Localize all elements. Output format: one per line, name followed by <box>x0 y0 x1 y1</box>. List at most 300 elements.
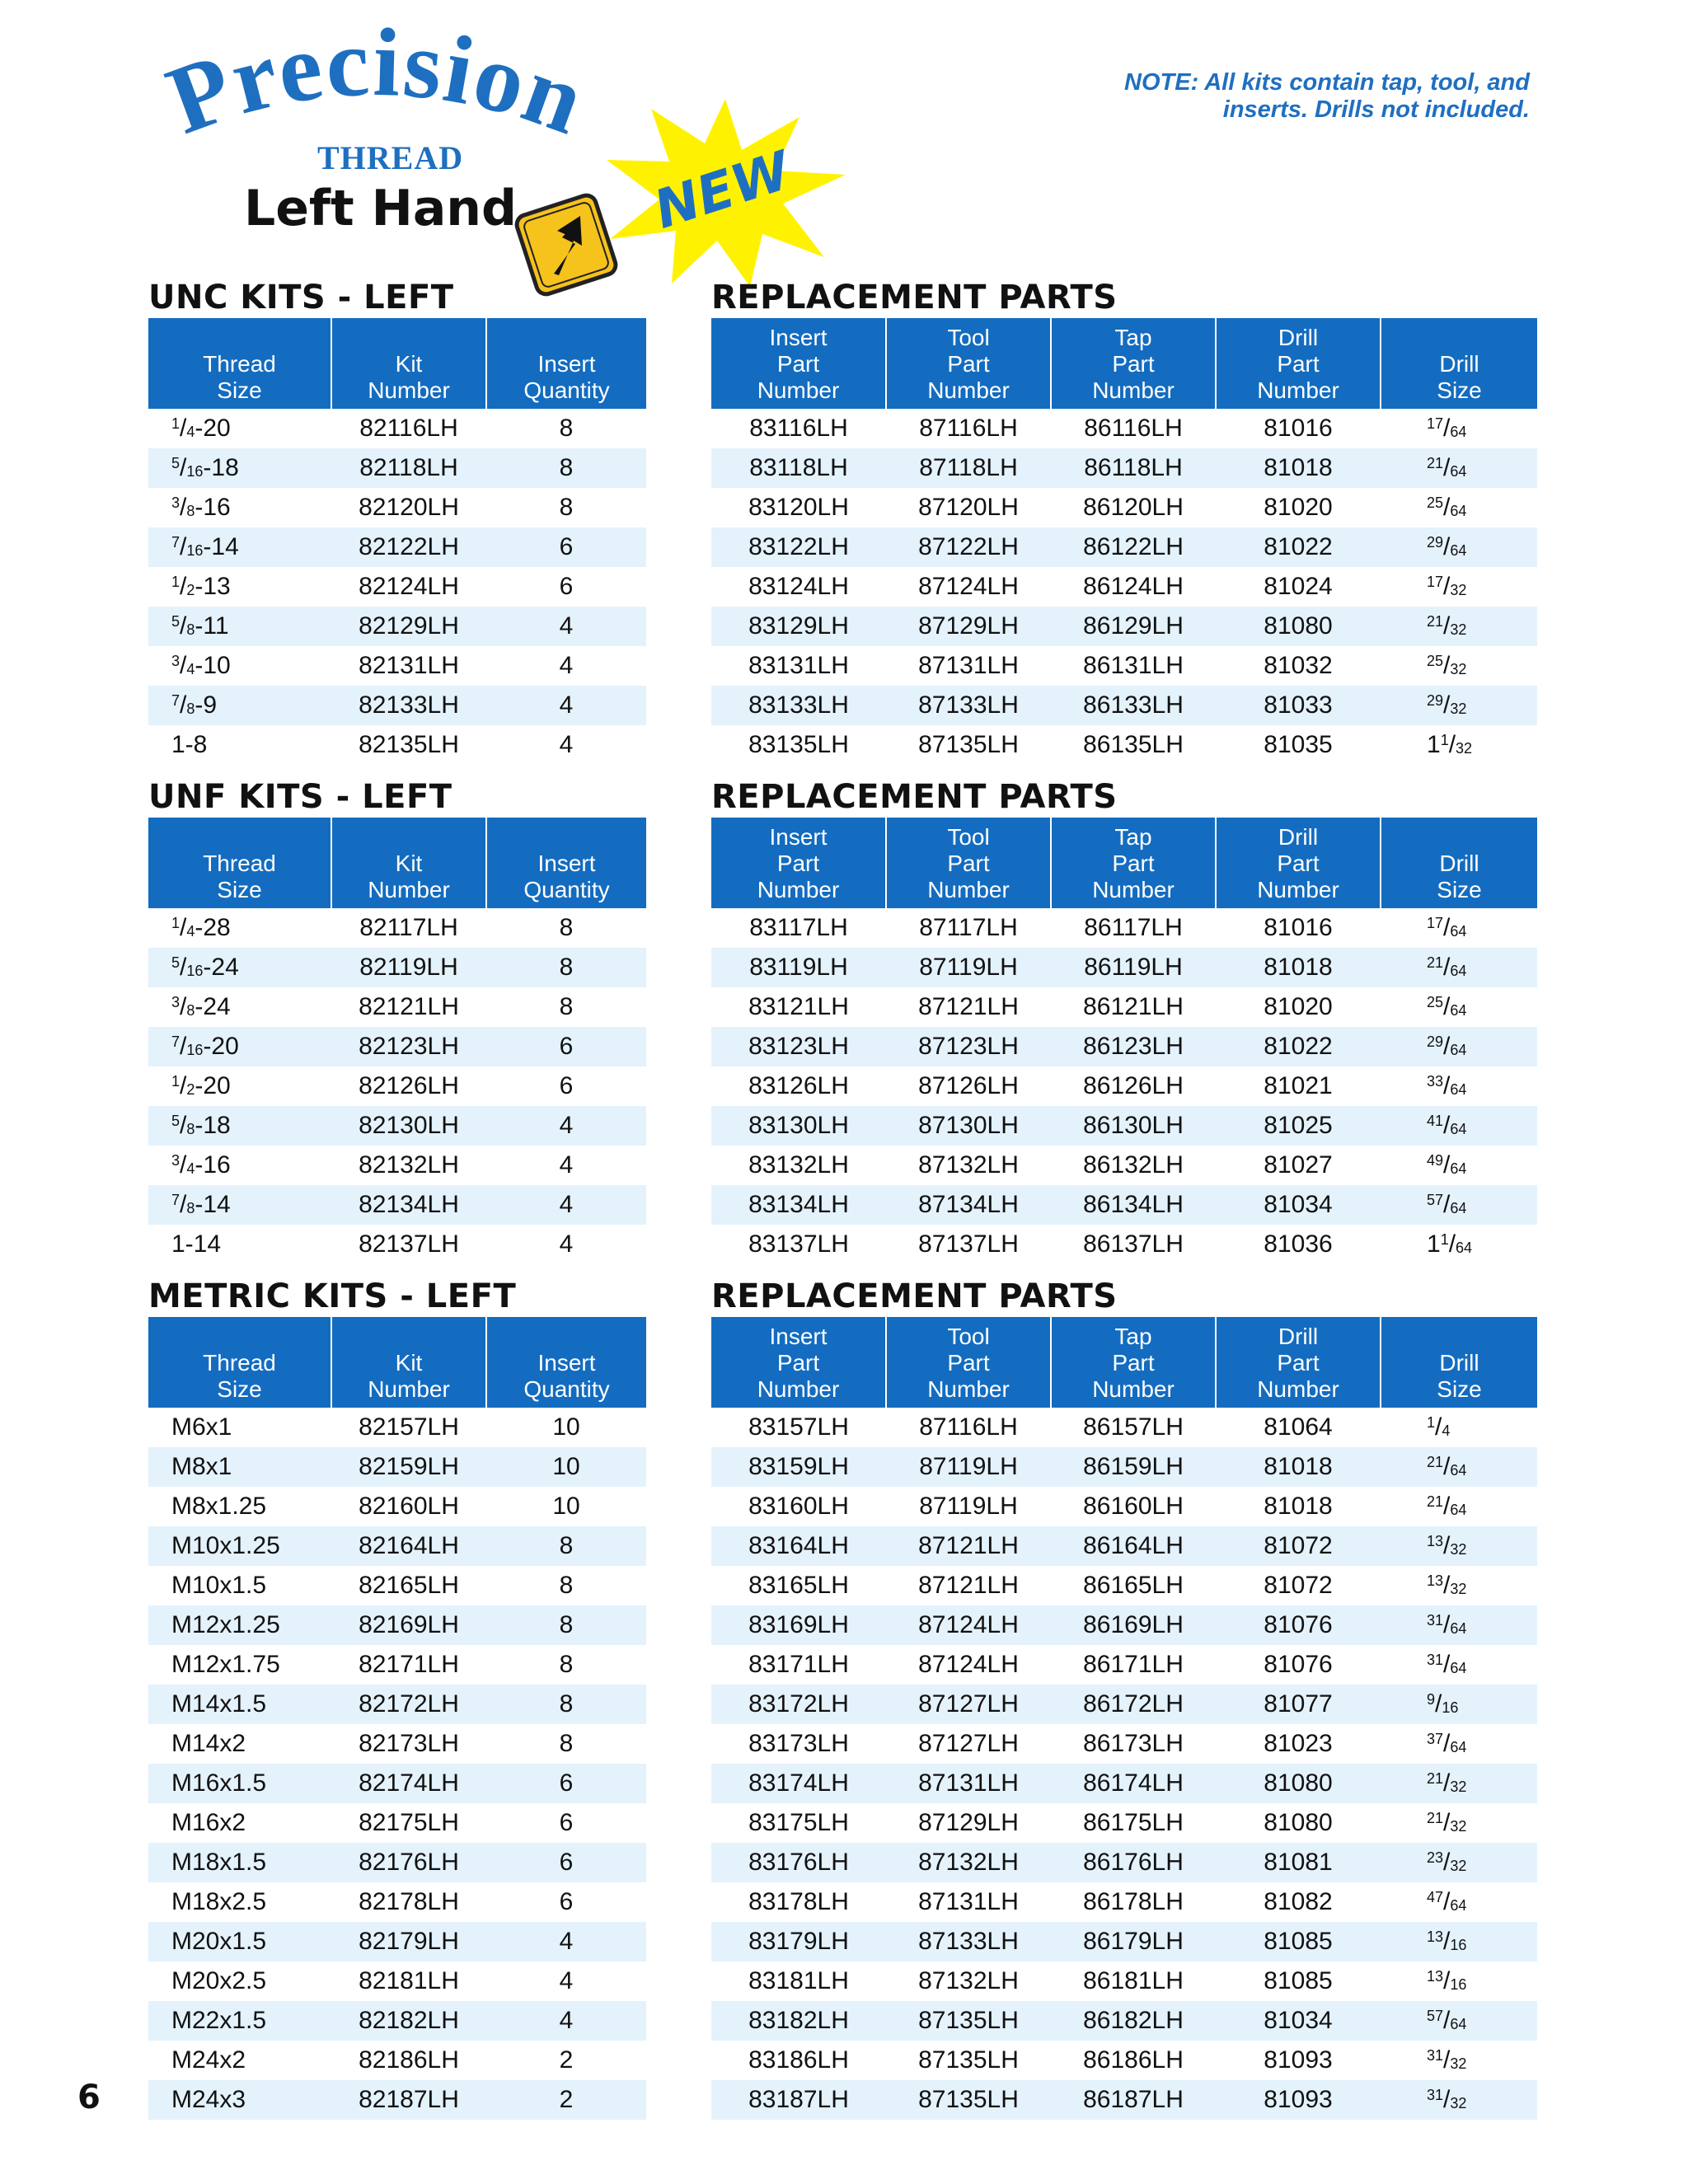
fraction-numerator: 1 <box>171 574 181 590</box>
insert-part-cell: 83118LH <box>711 448 886 488</box>
tool-part-cell: 87122LH <box>886 527 1051 567</box>
drill-part-cell: 81034 <box>1216 2001 1381 2041</box>
tool-part-cell: 87134LH <box>886 1185 1051 1225</box>
fraction <box>171 993 231 1020</box>
fraction-denominator: 16 <box>1450 1976 1467 1993</box>
drill-part-cell: 81036 <box>1264 1230 1333 1258</box>
tool-part-cell: 87131LH <box>918 1888 1019 1915</box>
tool-part-cell: 87116LH <box>919 415 1018 442</box>
fraction <box>1427 652 1466 679</box>
drill-part-cell: 81032 <box>1264 652 1333 679</box>
tap-part-cell: 86132LH <box>1083 1151 1184 1179</box>
thread-size-cell <box>148 1487 331 1526</box>
column-header-line: Number <box>757 377 840 403</box>
fraction-numerator: 21 <box>1427 1493 1444 1510</box>
fraction <box>171 1151 231 1179</box>
thread-size-text: M10x1.25 <box>171 1532 280 1559</box>
drill-part-cell: 81080 <box>1216 607 1381 646</box>
kit-number-cell: 82129LH <box>331 607 486 646</box>
column-header-line: Drill <box>1439 351 1479 377</box>
insert-part-cell: 83157LH <box>748 1413 849 1441</box>
fraction <box>1427 1769 1466 1797</box>
column-header <box>886 1317 1051 1408</box>
tap-part-cell: 86123LH <box>1051 1027 1216 1066</box>
thread-size-cell <box>148 488 331 527</box>
thread-size-cell <box>148 686 331 725</box>
table-row <box>148 1106 646 1146</box>
kit-number-cell: 82119LH <box>331 948 486 987</box>
insert-part-cell: 83179LH <box>711 1922 886 1961</box>
column-header <box>486 1317 646 1408</box>
drill-size-cell <box>1381 1185 1537 1225</box>
insert-quantity-cell: 6 <box>559 1888 574 1915</box>
drill-size-cell <box>1381 686 1537 725</box>
table-row <box>148 527 646 567</box>
column-header-line: Thread <box>203 1350 276 1376</box>
fraction <box>1427 1572 1466 1599</box>
thread-pitch: -10 <box>195 652 231 679</box>
thread-size-cell <box>148 1882 331 1922</box>
drill-size-cell <box>1381 1764 1537 1803</box>
column-header-line: Part <box>947 851 990 876</box>
fraction-denominator: 64 <box>1450 1660 1467 1676</box>
fraction-denominator: 32 <box>1450 2095 1467 2111</box>
fraction-numerator: 1 <box>171 415 181 432</box>
thread-size-cell <box>148 1185 331 1225</box>
tool-part-cell: 87133LH <box>886 686 1051 725</box>
table-row <box>148 948 646 987</box>
fraction <box>171 494 231 521</box>
fraction-denominator: 2 <box>186 582 195 598</box>
kit-number-cell: 82174LH <box>331 1764 486 1803</box>
tool-part-cell: 87124LH <box>918 573 1019 600</box>
column-header <box>711 1317 886 1408</box>
table-row <box>711 1526 1537 1566</box>
thread-size-cell <box>148 1843 331 1882</box>
fraction-numerator: 5 <box>171 1113 181 1129</box>
thread-size-cell <box>148 1685 331 1724</box>
insert-quantity-cell: 10 <box>552 1493 580 1520</box>
column-header <box>1216 318 1381 409</box>
column-header-line: Number <box>927 1376 1010 1402</box>
tool-part-cell: 87131LH <box>918 652 1019 679</box>
fraction-slash: / <box>1443 1151 1451 1179</box>
fraction-slash: / <box>1443 1033 1451 1060</box>
fraction-numerator: 7 <box>171 1192 181 1208</box>
table-row <box>148 448 646 488</box>
insert-quantity-cell: 10 <box>486 1447 646 1487</box>
kit-number-cell: 82133LH <box>331 686 486 725</box>
insert-quantity-cell: 4 <box>559 1230 574 1258</box>
fraction-numerator: 25 <box>1427 653 1444 669</box>
fraction-slash: / <box>1443 1572 1451 1599</box>
column-header <box>1381 318 1537 409</box>
insert-quantity-cell: 8 <box>486 448 646 488</box>
fraction <box>1427 1191 1466 1218</box>
drill-size-cell <box>1381 448 1537 488</box>
kit-number-cell: 82131LH <box>359 652 459 679</box>
column-header-line: Insert <box>537 1350 596 1376</box>
fraction-denominator: 64 <box>1450 503 1467 519</box>
tool-part-cell: 87129LH <box>886 607 1051 646</box>
fraction-slash: / <box>1443 1072 1451 1099</box>
table-row <box>711 686 1537 725</box>
drill-part-cell: 81076 <box>1216 1605 1381 1645</box>
table-row <box>148 1066 646 1106</box>
fraction-numerator: 7 <box>171 692 181 709</box>
tool-part-cell: 87124LH <box>886 1605 1051 1645</box>
kit-number-cell: 82121LH <box>359 993 459 1020</box>
tap-part-cell: 86182LH <box>1051 2001 1216 2041</box>
fraction <box>1427 1033 1466 1060</box>
thread-pitch: -24 <box>203 954 239 981</box>
drill-size-cell <box>1381 987 1537 1027</box>
drill-size-cell <box>1381 1106 1537 1146</box>
column-header <box>1381 1317 1537 1408</box>
thread-size-text: 1-8 <box>171 731 208 758</box>
fraction <box>1427 914 1466 941</box>
table-row <box>148 646 646 686</box>
insert-part-cell: 83186LH <box>748 2046 849 2074</box>
table-row <box>711 1027 1537 1066</box>
drill-size-cell <box>1381 1566 1537 1605</box>
fraction-numerator: 7 <box>171 534 181 551</box>
insert-quantity-cell: 6 <box>486 1764 646 1803</box>
drill-size-cell <box>1381 1225 1537 1264</box>
thread-size-cell <box>148 987 331 1027</box>
insert-part-cell: 83169LH <box>711 1605 886 1645</box>
fraction-numerator: 25 <box>1427 494 1444 511</box>
drill-size-cell <box>1381 607 1537 646</box>
kit-number-cell: 82165LH <box>359 1572 459 1599</box>
fraction <box>1427 731 1472 758</box>
fraction <box>171 1191 231 1218</box>
insert-quantity-cell: 4 <box>486 607 646 646</box>
fraction <box>1427 1151 1466 1179</box>
insert-quantity-cell: 8 <box>559 1651 574 1678</box>
thread-size-cell <box>148 948 331 987</box>
drill-size-cell <box>1381 1685 1537 1724</box>
kits-table <box>148 818 646 1264</box>
column-header-line: Part <box>1112 351 1155 377</box>
tool-part-cell: 87135LH <box>918 731 1019 758</box>
column-header <box>1051 818 1216 908</box>
column-header-line: Kit <box>395 851 423 876</box>
table-header-row <box>148 318 646 409</box>
fraction-denominator: 8 <box>186 1121 195 1137</box>
fraction-denominator: 16 <box>186 963 204 979</box>
replacement-parts-table <box>711 1317 1537 2120</box>
column-header-line: Size <box>217 1376 262 1402</box>
table-row <box>148 1447 646 1487</box>
thread-size-text: M8x1 <box>171 1453 232 1480</box>
table-row <box>711 567 1537 607</box>
kit-number-cell: 82172LH <box>331 1685 486 1724</box>
fraction-denominator: 4 <box>186 923 195 940</box>
parts-section-title: REPLACEMENT PARTS <box>711 1277 1118 1315</box>
column-header-line: Part <box>1277 351 1320 377</box>
fraction-numerator: 13 <box>1427 1572 1444 1589</box>
fraction-numerator: 17 <box>1427 915 1444 931</box>
fraction-denominator: 64 <box>1450 1620 1467 1637</box>
table-row <box>711 1566 1537 1605</box>
fraction-slash: / <box>1443 691 1451 719</box>
column-header-line: Size <box>1437 377 1482 403</box>
tap-part-cell: 86137LH <box>1083 1230 1184 1258</box>
tap-part-cell: 86120LH <box>1083 494 1184 521</box>
drill-part-cell: 81023 <box>1264 1730 1333 1757</box>
drill-size-cell <box>1381 1922 1537 1961</box>
fraction-denominator: 64 <box>1450 923 1467 940</box>
column-header-line: Number <box>757 1376 840 1402</box>
kit-number-cell: 82122LH <box>331 527 486 567</box>
fraction <box>1427 1730 1466 1757</box>
insert-quantity-cell: 6 <box>486 1843 646 1882</box>
thread-size-cell <box>148 2001 331 2041</box>
insert-quantity-cell: 4 <box>486 686 646 725</box>
table-row <box>711 1605 1537 1645</box>
column-header <box>1216 818 1381 908</box>
drill-part-cell: 81018 <box>1216 948 1381 987</box>
fraction-numerator: 1 <box>1440 1231 1449 1248</box>
drill-part-cell: 81080 <box>1264 1809 1333 1836</box>
fraction-denominator: 32 <box>1450 2055 1467 2072</box>
fraction-numerator: 17 <box>1427 415 1444 432</box>
tap-part-cell: 86119LH <box>1051 948 1216 987</box>
table-row <box>711 1961 1537 2001</box>
tool-part-cell: 87132LH <box>918 1967 1019 1994</box>
column-header <box>1051 318 1216 409</box>
fraction-numerator: 21 <box>1427 954 1444 971</box>
starburst-icon <box>602 92 849 290</box>
fraction-slash: / <box>1443 1888 1451 1915</box>
fraction-denominator: 64 <box>1450 1739 1467 1755</box>
kit-number-cell: 82176LH <box>331 1843 486 1882</box>
fraction-slash: / <box>180 1191 187 1218</box>
thread-size-cell <box>148 1724 331 1764</box>
fraction-slash: / <box>1443 1651 1451 1678</box>
insert-part-cell: 83117LH <box>749 914 848 941</box>
column-header-line: Number <box>368 1376 450 1402</box>
thread-size-cell <box>148 527 331 567</box>
thread-size-cell <box>148 1225 331 1264</box>
table-row <box>148 409 646 448</box>
thread-size-cell <box>148 646 331 686</box>
table-row <box>148 1526 646 1566</box>
fraction <box>171 954 239 981</box>
fraction-slash: / <box>1443 573 1451 600</box>
fraction-numerator: 57 <box>1427 1192 1444 1208</box>
insert-quantity-cell: 8 <box>559 415 574 442</box>
table-row <box>711 725 1537 765</box>
column-header <box>331 818 486 908</box>
table-row <box>148 1645 646 1685</box>
drill-part-cell: 81018 <box>1216 448 1381 488</box>
table-row <box>711 1487 1537 1526</box>
fraction <box>1427 1690 1458 1718</box>
table-row <box>711 2041 1537 2080</box>
table-row <box>148 1803 646 1843</box>
thread-size-cell <box>148 448 331 488</box>
fraction <box>1427 691 1466 719</box>
drill-size-cell <box>1381 1526 1537 1566</box>
fraction <box>171 533 239 560</box>
fraction-numerator: 3 <box>171 1152 181 1169</box>
fraction-slash: / <box>180 454 187 481</box>
thread-size-cell <box>148 409 331 448</box>
fraction-slash: / <box>1443 954 1451 981</box>
fraction <box>1427 454 1466 481</box>
tool-part-cell: 87118LH <box>886 448 1051 488</box>
fraction-numerator: 1 <box>1440 732 1449 748</box>
table-row <box>711 1066 1537 1106</box>
parts-section-title: REPLACEMENT PARTS <box>711 279 1118 316</box>
kit-number-cell: 82187LH <box>331 2080 486 2120</box>
kit-number-cell: 82132LH <box>359 1151 459 1179</box>
insert-quantity-cell: 8 <box>486 1526 646 1566</box>
column-header <box>886 318 1051 409</box>
thread-size-text: M16x1.5 <box>171 1769 267 1797</box>
fraction-denominator: 8 <box>186 503 195 519</box>
fraction-numerator: 17 <box>1427 574 1444 590</box>
fraction-denominator: 64 <box>1450 1121 1467 1137</box>
tap-part-cell: 86164LH <box>1051 1526 1216 1566</box>
column-header-line: Tap <box>1114 1324 1152 1349</box>
column-header-line: Tap <box>1114 325 1152 350</box>
fraction-denominator: 4 <box>186 661 195 677</box>
table-row <box>711 1922 1537 1961</box>
insert-part-cell: 83123LH <box>711 1027 886 1066</box>
kit-number-cell: 82118LH <box>331 448 486 488</box>
kit-number-cell: 82137LH <box>359 1230 459 1258</box>
fraction-slash: / <box>180 612 187 640</box>
drill-size-cell <box>1381 948 1537 987</box>
column-header-line: Number <box>1092 1376 1175 1402</box>
fraction-denominator: 64 <box>1450 1081 1467 1098</box>
thread-size-text: M14x1.5 <box>171 1690 267 1718</box>
fraction-slash: / <box>180 652 187 679</box>
thread-pitch: -20 <box>195 1072 231 1099</box>
fraction-denominator: 32 <box>1450 661 1467 677</box>
tap-part-cell: 86175LH <box>1083 1809 1184 1836</box>
fraction <box>1427 1453 1466 1480</box>
tap-part-cell: 86181LH <box>1083 1967 1184 1994</box>
fraction-numerator: 33 <box>1427 1073 1444 1090</box>
table-row <box>148 1764 646 1803</box>
kit-number-cell: 82135LH <box>359 731 459 758</box>
table-row <box>148 607 646 646</box>
column-header-line: Drill <box>1278 1324 1319 1349</box>
insert-part-cell: 83172LH <box>711 1685 886 1724</box>
tap-part-cell: 86129LH <box>1051 607 1216 646</box>
fraction-denominator: 2 <box>186 1081 195 1098</box>
tap-part-cell: 86121LH <box>1083 993 1184 1020</box>
kit-number-cell: 82181LH <box>359 1967 459 1994</box>
fraction-slash: / <box>1443 914 1451 941</box>
drill-part-cell: 81064 <box>1264 1413 1333 1441</box>
drill-size-cell <box>1381 725 1537 765</box>
column-header-line: Insert <box>537 351 596 377</box>
table-row <box>148 1185 646 1225</box>
fraction <box>1427 1967 1466 1994</box>
table-row <box>711 1882 1537 1922</box>
tool-part-cell: 87119LH <box>886 1447 1051 1487</box>
kit-number-cell: 82157LH <box>359 1413 459 1441</box>
kit-number-cell: 82164LH <box>331 1526 486 1566</box>
fraction-denominator: 8 <box>186 1200 195 1216</box>
tap-part-cell: 86117LH <box>1084 914 1183 941</box>
fraction-slash: / <box>1443 1809 1451 1836</box>
fraction <box>171 914 231 941</box>
fraction-slash: / <box>1443 1730 1451 1757</box>
fraction-denominator: 32 <box>1450 1779 1467 1795</box>
insert-quantity-cell: 8 <box>486 1685 646 1724</box>
parts-section-title: REPLACEMENT PARTS <box>711 778 1118 816</box>
tool-part-cell: 87127LH <box>918 1730 1019 1757</box>
insert-quantity-cell: 2 <box>486 2080 646 2120</box>
fraction-numerator: 13 <box>1427 1929 1444 1945</box>
fraction-numerator: 13 <box>1427 1968 1444 1985</box>
fraction-numerator: 5 <box>171 954 181 971</box>
thread-size-text: M20x1.5 <box>171 1928 267 1955</box>
replacement-parts-table <box>711 318 1537 765</box>
fraction-slash: / <box>180 1112 187 1139</box>
drill-size-cell <box>1381 1146 1537 1185</box>
column-header-line: Tool <box>947 824 990 850</box>
drill-size-cell <box>1381 1447 1537 1487</box>
kit-number-cell: 82117LH <box>359 914 458 941</box>
tool-part-cell: 87119LH <box>919 1493 1018 1520</box>
column-header-line: Part <box>947 351 990 377</box>
column-header-line: Number <box>1092 377 1175 403</box>
insert-quantity-cell: 8 <box>559 494 574 521</box>
insert-part-cell: 83175LH <box>748 1809 849 1836</box>
column-header-line: Size <box>1437 1376 1482 1402</box>
tool-part-cell: 87124LH <box>918 1651 1019 1678</box>
drill-size-cell <box>1381 527 1537 567</box>
page-title: Left Hand <box>244 180 517 237</box>
fraction <box>171 652 231 679</box>
table-row <box>711 1724 1537 1764</box>
fraction <box>1427 1611 1466 1638</box>
insert-quantity-cell: 4 <box>559 1967 574 1994</box>
fraction-numerator: 21 <box>1427 613 1444 630</box>
drill-part-cell: 81024 <box>1264 573 1333 600</box>
fraction-numerator: 31 <box>1427 1652 1444 1668</box>
fraction-slash: / <box>180 494 187 521</box>
thread-size-text: M20x2.5 <box>171 1967 267 1994</box>
fraction <box>171 573 231 600</box>
column-header-line: Number <box>368 377 450 403</box>
tap-part-cell: 86172LH <box>1051 1685 1216 1724</box>
insert-quantity-cell: 8 <box>559 914 574 941</box>
table-header-row <box>711 1317 1537 1408</box>
fraction <box>1427 1532 1466 1559</box>
table-header-row <box>148 818 646 908</box>
fraction-denominator: 16 <box>1450 1937 1467 1953</box>
fraction-slash: / <box>1443 2046 1451 2074</box>
fraction-denominator: 64 <box>1450 542 1467 559</box>
kit-number-cell: 82123LH <box>331 1027 486 1066</box>
insert-part-cell: 83122LH <box>711 527 886 567</box>
kit-number-cell: 82124LH <box>359 573 459 600</box>
fraction-numerator: 7 <box>171 1033 181 1050</box>
thread-size-cell <box>148 1566 331 1605</box>
insert-part-cell: 83124LH <box>748 573 849 600</box>
table-row <box>148 1408 646 1447</box>
table-row <box>711 1645 1537 1685</box>
insert-quantity-cell: 6 <box>559 1072 574 1099</box>
